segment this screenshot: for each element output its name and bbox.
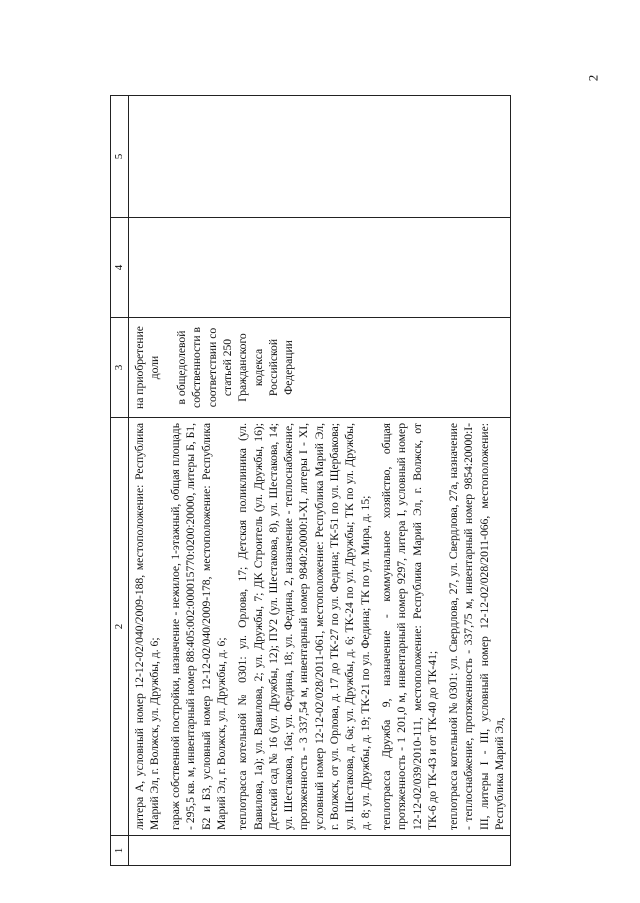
- property-entry: литера А, условный номер 12-12-02/040/2009-188, местоположение: Республика Марий Эл, г. Волжск, ул. Дружбы, д. 6;: [132, 423, 161, 830]
- cell-col-3: [128, 318, 511, 418]
- purpose-text: на приобретение доли: [132, 326, 161, 409]
- table-row: [128, 96, 511, 866]
- page-number: 2: [584, 74, 600, 82]
- property-entry: теплотрасса котельной № 0301: ул. Орлова, 17; Детская поликлиника (ул. Вавилова, 1а); ул. Вавилова, 2; ул. Дружбы, 7; ДК Строитель (ул. Дружбы, 16); Детский сад № 16 (ул. Дружбы, 12); ПУ2 (ул. Шестакова, 8), ул. Шестакова, 14; ул. Шестакова, 16а; ул. Федина, 18; ул. Федина, 2, назначение - теплоснабжение, протяженность - 3 337,54 м, инвентарный номер 9840:20000:I-XI, литеры I - XI, условный номер 12-12-02/028/2011-061, местоположение: Республика Марий Эл, г. Волжск, от ул. Орлова, д. 17 до ТК-27 по ул. Федина; ТК-51 по ул. Щербакова; ул. Шестакова, д. 6а; ул. Дружбы, д. 6; ТК-24 по ул. Дружбы; ТК по ул. Дружбы, д. 8; ул. Дружбы, д. 19; ТК-21 по ул. Федина; ТК по ул. Мира, д. 15;: [236, 423, 372, 830]
- header-col-5: 5: [111, 96, 129, 218]
- rotated-table-container: [110, 96, 610, 866]
- header-col-3: 3: [111, 318, 129, 418]
- header-col-1: 1: [111, 836, 129, 866]
- cell-col-2: [128, 418, 511, 836]
- cell-col-5: [128, 96, 511, 218]
- legal-basis-text: в общедолевой собственности в соответствии со статьей 250 Гражданского кодекса Российской Федерации: [175, 327, 296, 408]
- header-col-4: 4: [111, 218, 129, 318]
- table-header-row: [111, 96, 129, 866]
- property-entry: теплотрасса Дружба 9, назначение - коммунальное хозяйство, общая протяженность - 1 201,0 м, инвентарный номер 9297, литера I, условный номер 12-12-02/039/2010-111, местоположение: Республика Марий Эл, г. Волжск, от ТК-6 до ТК-43 и от ТК-40 до ТК-41;: [379, 423, 439, 830]
- property-entry: гараж собственной постройки, назначение - нежилое, 1-этажный, общая площадь - 295,5 кв. м, инвентарный номер 88:405:002:000015770:0200:20000, литеры Б, Б1, Б2 и Б3, условный номер 12-12-02/040/2009-178, местоположение: Республика Марий Эл, г. Волжск, ул. Дружбы, д. 6;: [169, 423, 228, 830]
- cell-col-4: [128, 218, 511, 318]
- cell-col-1: [128, 836, 511, 866]
- property-entry: теплотрасса котельной № 0301: ул. Свердлова, 27, ул. Свердлова, 27а, назначение - теплоснабжение, протяженность - 337,75 м, инвентарный номер 9854:20000:I-III, литеры I - III, условный номер 12-12-02/028/2011-066, местоположение: Республика Марий Эл,: [447, 423, 507, 830]
- header-col-2: 2: [111, 418, 129, 836]
- property-table: [110, 95, 511, 866]
